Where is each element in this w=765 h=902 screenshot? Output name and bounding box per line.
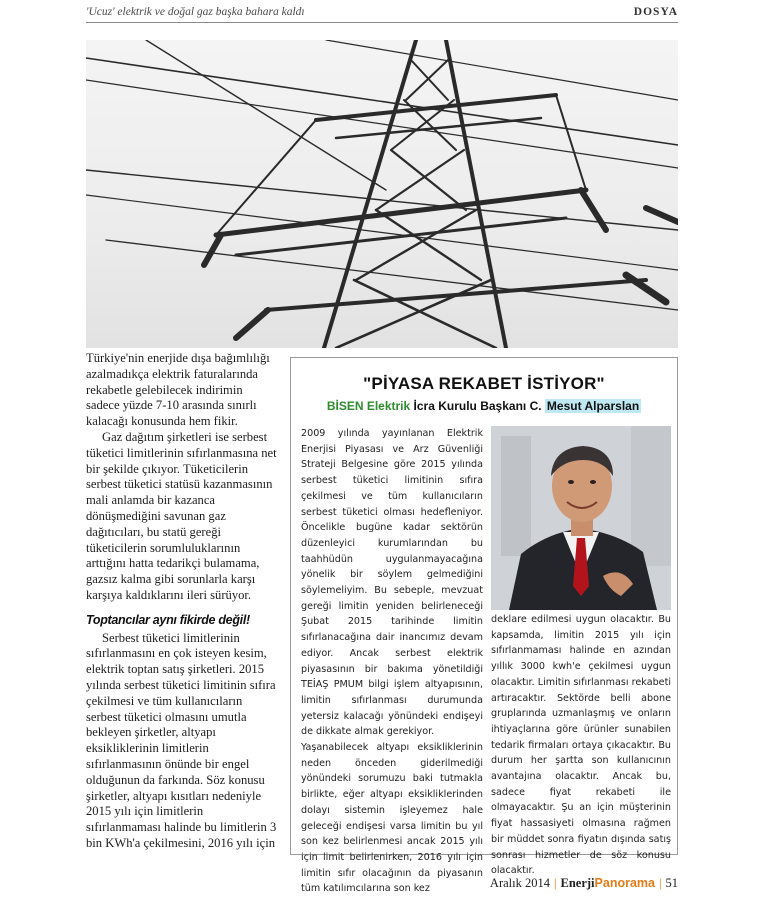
paragraph: Türkiye'nin enerjide dışa bağımlılığı azalmadıkça elektrik faturalarında rekabetle gelebilecek indirimin sadece yüzde 7-10 arasında sınırlı kalacağı konusunda hem fikir. [86,351,270,429]
paragraph: 2009 yılında yayınlanan Elektrik Enerjisi Piyasası ve Arz Güvenliği Strateji Belgesine göre 2015 yılında serbest tüketici limitinin sıfıra çekilmesi ve tüm kullanıcıların serbest tüketici olması hedefleniyor. Öncelikle bugüne kadar sektörün düzenleyici kurumlarından bu taahhüdün uygulanmayacağına yönelik bir söylem gelmediğini söylemeliyim. Bu sebeple, mevzuat gereği limitin yeniden belirleneceği Şubat 2015 tarihinde limitin sıfırlanacağına dair inancımız devam ediyor. Ancak serbest elektrik piyasasının bir bakıma yönetildiği TEİAŞ PMUM bilgi işlem altyapısının, limitin sıfırlanması durumunda yetersiz kalacağı yönündeki endişeyi de dikkate almak gerekiyor. [301,428,483,738]
box-column-1 [301,426,483,897]
pylon-illustration [86,40,678,348]
left-article-column [86,351,278,852]
person-name: Mesut Alparslan [546,399,640,413]
footer-separator: | [658,876,662,890]
box-column-2 [491,612,671,879]
subheading: Toptancılar aynı fikirde değil! [86,612,250,627]
page-footer [490,876,678,891]
issue-date: Aralık 2014 [489,876,550,890]
paragraph: Serbest tüketici limitlerinin sıfırlanmasını en çok isteyen kesim, elektrik toptan satış şirketleri. 2015 yılında serbest tüketici limitinin sıfıra çekilmesi ve tüm kullanıcıların serbest tüketici olmasını umutla bekleyen şirketler, altyapı eksikliklerinin limitlerin sıfırlanmasının önünde bir engel olduğunun da farkında. Söz konusu şirketler, altyapı kısıtları nedeniyle 2015 yılı için limitlerin sıfırlanmaması halinde bu limitlerin 3 bin KWh'a çekilmesini, 2016 yılı için [86,630,277,850]
company-name: BİSEN Elektrik [326,399,411,413]
role-title: İcra Kurulu Başkanı C. [413,399,542,413]
page-number: 51 [665,876,678,890]
box-title: "PİYASA REKABET İSTİYOR" [363,374,605,393]
paragraph: Yaşanabilecek altyapı eksikliklerinin neden önceden giderilmediği yönündeki sorumuzu baki tutmakla birlikte, eğer altyapı eksikliklerinden dolayı sistemin işleyemez hale geleceği endişesi varsa limitin bu yıl son kez belirlenmesi ancak 2015 yılı için limit belirlenirken, 2016 yılı için limitin sıfır olacağının da piyasanın tüm katılımcılarına son kez [301,742,483,895]
running-header [86,6,678,23]
section-label: DOSYA [633,6,678,18]
box-subtitle [291,399,677,413]
paragraph: deklare edilmesi uygun olacaktır. Bu kapsamda, limitin 2015 yılı için sıfırlanmaması halinde en azından yıllık 3000 kwh'e çekilmesi uygun olacaktır. Limitin sıfırlanması rekabeti artıracaktır. Sektörde belli abone gruplarında uzmanlaşmış ve onların ihtiyaçlarına göre ürünler sunabilen tedarik firmaları ortaya çıkacaktır. Bu durum her şartta son kullanıcının avantajına olacaktır. Ancak bu, sadece fiyat rekabeti ile olmayacaktır. Şu an için müşterinin fiyat hassasiyeti olmasına rağmen bir müddet sonra fiyatın dışında satış sonrası hizmetler de söz konusu olacaktır. [491,614,671,877]
footer-separator: | [553,876,557,890]
person-portrait-illustration [491,426,671,610]
magazine-brand: EnerjiPanorama [560,876,655,890]
power-pylon-photo [86,40,678,348]
running-title: 'Ucuz' elektrik ve doğal gaz başka bahara kaldı [86,6,305,18]
portrait-photo [491,426,671,610]
paragraph: Gaz dağıtım şirketleri ise serbest tüketici limitlerinin sıfırlanmasına net bir şekilde çıkıyor. Tüketicilerin serbest tüketici statüsü kazanmasının mali anlamda bir kazanca dönüşmediğini savunan gaz dağıtıcıları, bu statü gereği tüketicilerin sorumluluklarının arttığını hatta tedarikçi bulamama, gazsız kalma gibi sorunlarla karşı karşıya kaldıklarını ileri sürüyor. [86,429,277,602]
